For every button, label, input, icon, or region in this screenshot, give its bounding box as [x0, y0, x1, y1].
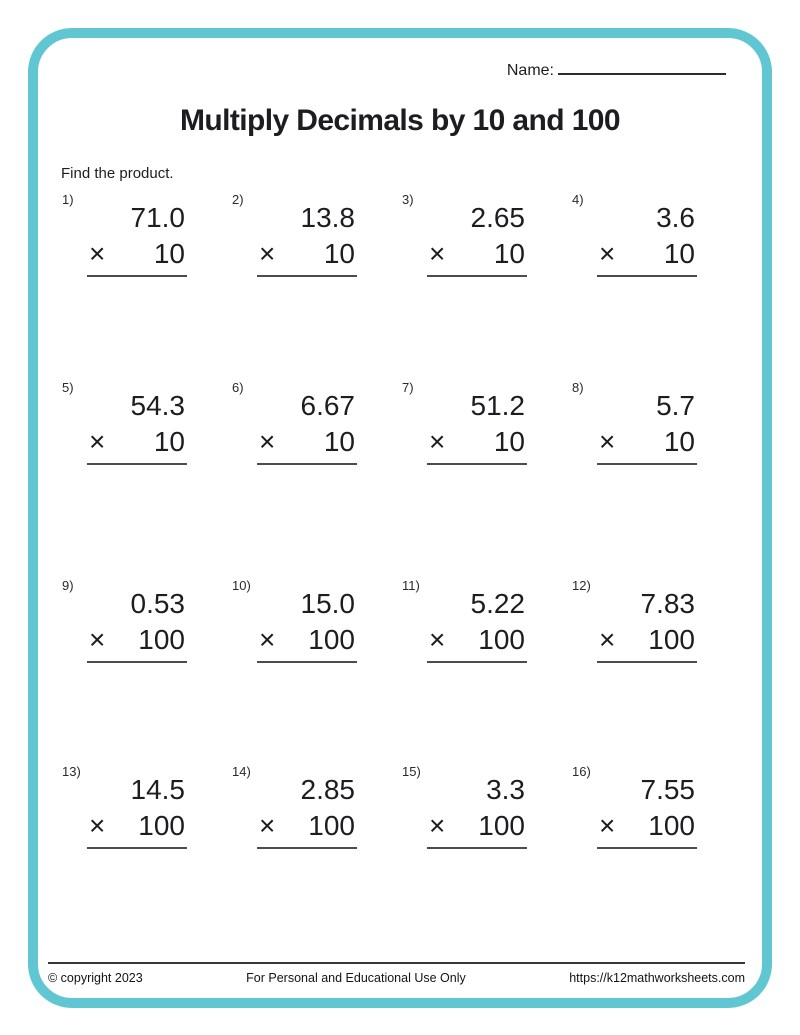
multiply-sign: ×	[259, 810, 276, 841]
multiply-sign: ×	[429, 426, 446, 457]
multiply-sign: ×	[429, 624, 446, 655]
name-blank-line	[558, 60, 726, 75]
multiplier: 100	[308, 624, 355, 655]
problem-number: 13)	[62, 764, 81, 779]
multiply-sign: ×	[429, 238, 446, 269]
problem-15	[400, 762, 570, 922]
footer	[48, 971, 745, 985]
usage-text: For Personal and Educational Use Only	[246, 971, 466, 985]
problem-number: 1)	[62, 192, 74, 207]
multiplier: 100	[138, 624, 185, 655]
multiplier: 10	[493, 238, 525, 269]
problem-number: 6)	[232, 380, 244, 395]
multiply-sign: ×	[429, 810, 446, 841]
multiplicand: 71.0	[130, 202, 185, 233]
multiplicand: 3.6	[656, 202, 695, 233]
multiplicand: 2.65	[470, 202, 525, 233]
problem-block	[87, 199, 187, 277]
copyright-text: © copyright 2023	[48, 971, 143, 985]
multiplicand: 14.5	[130, 774, 185, 805]
problem-5	[60, 378, 230, 576]
problem-block	[257, 771, 357, 849]
problem-block	[257, 585, 357, 663]
problem-10	[230, 576, 400, 762]
multiplicand: 0.53	[130, 588, 185, 619]
website-url: https://k12mathworksheets.com	[569, 971, 745, 985]
problem-12	[570, 576, 740, 762]
problem-block	[87, 387, 187, 465]
multiply-row	[597, 425, 697, 465]
problem-number: 16)	[572, 764, 591, 779]
name-label: Name:	[506, 62, 554, 79]
multiply-row	[597, 623, 697, 663]
multiplier: 10	[663, 426, 695, 457]
multiply-sign: ×	[599, 810, 616, 841]
multiplicand: 5.22	[470, 588, 525, 619]
multiplicand: 6.67	[300, 390, 355, 421]
problem-number: 7)	[402, 380, 414, 395]
problem-number: 5)	[62, 380, 74, 395]
multiply-sign: ×	[89, 624, 106, 655]
problem-4	[570, 190, 740, 378]
multiply-row	[427, 623, 527, 663]
multiplier: 100	[478, 810, 525, 841]
multiply-row	[427, 425, 527, 465]
problems-grid	[60, 190, 740, 922]
multiply-sign: ×	[89, 238, 106, 269]
multiply-sign: ×	[599, 426, 616, 457]
problem-number: 14)	[232, 764, 251, 779]
multiply-row	[87, 237, 187, 277]
multiplicand: 3.3	[486, 774, 525, 805]
problem-number: 9)	[62, 578, 74, 593]
multiplier: 10	[323, 238, 355, 269]
multiply-sign: ×	[259, 426, 276, 457]
multiply-sign: ×	[599, 624, 616, 655]
page-title: Multiply Decimals by 10 and 100	[180, 104, 620, 137]
problem-number: 8)	[572, 380, 584, 395]
multiplicand: 51.2	[470, 390, 525, 421]
multiply-row	[257, 425, 357, 465]
multiplier: 10	[493, 426, 525, 457]
multiplicand: 7.55	[640, 774, 695, 805]
multiplicand: 13.8	[300, 202, 355, 233]
problem-block	[597, 387, 697, 465]
instruction-text: Find the product.	[61, 165, 174, 182]
problem-14	[230, 762, 400, 922]
multiply-sign: ×	[259, 624, 276, 655]
problem-7	[400, 378, 570, 576]
multiplier: 100	[308, 810, 355, 841]
problem-8	[570, 378, 740, 576]
multiply-row	[257, 623, 357, 663]
problem-block	[87, 771, 187, 849]
problem-block	[597, 771, 697, 849]
multiply-row	[427, 809, 527, 849]
problem-2	[230, 190, 400, 378]
multiply-row	[87, 809, 187, 849]
problem-1	[60, 190, 230, 378]
multiply-row	[87, 425, 187, 465]
problem-block	[427, 771, 527, 849]
multiplier: 10	[323, 426, 355, 457]
problem-block	[427, 585, 527, 663]
problem-16	[570, 762, 740, 922]
problem-number: 4)	[572, 192, 584, 207]
multiplier: 100	[138, 810, 185, 841]
problem-number: 15)	[402, 764, 421, 779]
problem-number: 3)	[402, 192, 414, 207]
problem-11	[400, 576, 570, 762]
multiply-sign: ×	[89, 426, 106, 457]
multiply-row	[597, 237, 697, 277]
problem-block	[87, 585, 187, 663]
multiply-row	[257, 237, 357, 277]
multiply-row	[597, 809, 697, 849]
multiply-row	[427, 237, 527, 277]
problem-block	[427, 387, 527, 465]
problem-13	[60, 762, 230, 922]
multiplicand: 7.83	[640, 588, 695, 619]
problem-number: 2)	[232, 192, 244, 207]
multiplier: 10	[153, 238, 185, 269]
multiplier: 100	[478, 624, 525, 655]
problem-block	[597, 199, 697, 277]
problem-number: 10)	[232, 578, 251, 593]
multiplicand: 54.3	[130, 390, 185, 421]
multiplier: 10	[153, 426, 185, 457]
multiplicand: 15.0	[300, 588, 355, 619]
multiply-row	[87, 623, 187, 663]
problem-block	[427, 199, 527, 277]
multiply-sign: ×	[89, 810, 106, 841]
multiplier: 100	[648, 810, 695, 841]
footer-divider	[48, 962, 745, 964]
problem-block	[257, 387, 357, 465]
multiplicand: 2.85	[300, 774, 355, 805]
problem-number: 11)	[402, 578, 420, 593]
name-field	[507, 60, 726, 80]
problem-block	[597, 585, 697, 663]
problem-block	[257, 199, 357, 277]
problem-6	[230, 378, 400, 576]
problem-9	[60, 576, 230, 762]
multiply-row	[257, 809, 357, 849]
problem-3	[400, 190, 570, 378]
multiply-sign: ×	[259, 238, 276, 269]
multiply-sign: ×	[599, 238, 616, 269]
multiplier: 10	[663, 238, 695, 269]
multiplier: 100	[648, 624, 695, 655]
problem-number: 12)	[572, 578, 591, 593]
multiplicand: 5.7	[656, 390, 695, 421]
